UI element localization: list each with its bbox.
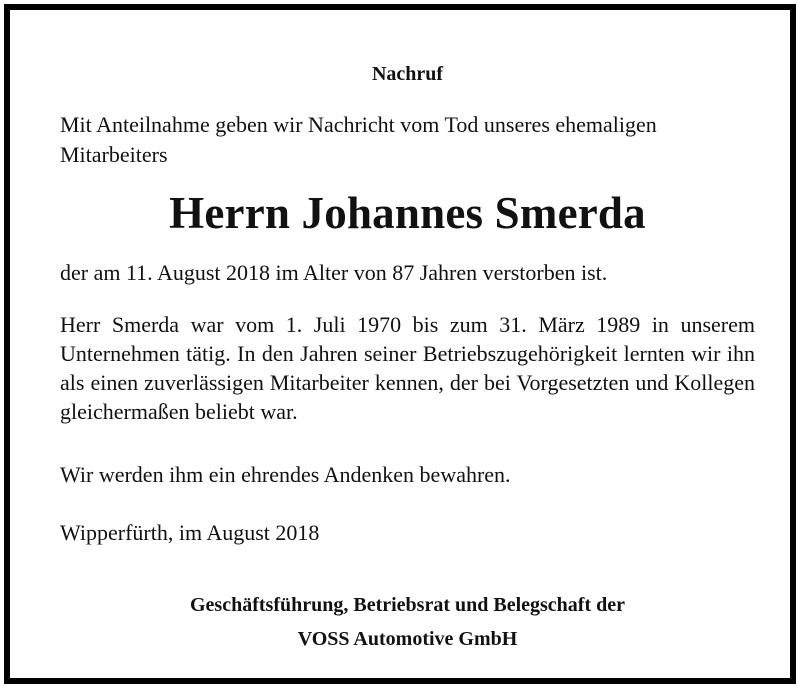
deceased-name: Herrn Johannes Smerda (169, 188, 646, 238)
intro-text: Mit Anteilnahme geben wir Nachricht vom Tod unseres ehemaligen Mitarbeiters (60, 112, 657, 167)
biography-text: Herr Smerda war vom 1. Juli 1970 bis zum 31. März 1989 in unserem Unternehmen tätig. In den Jahren seiner Betriebszugehörigkeit lernten wir ihn als einen zuverlässigen Mitarbeiter kennen, der bei Vorgesetzten und Kollegen gleichermaßen beliebt war. (60, 312, 755, 424)
signature-block (60, 588, 755, 656)
death-details: der am 11. August 2018 im Alter von 87 Jahren verstorben ist. (60, 260, 608, 285)
farewell-text: Wir werden ihm ein ehrendes Andenken bewahren. (60, 462, 511, 487)
signature-line-2: VOSS Automotive GmbH (297, 628, 518, 650)
notice-heading: Nachruf (371, 63, 444, 85)
signature-line-1: Geschäftsführung, Betriebsrat und Belegschaft der (190, 594, 625, 616)
notice-border (4, 4, 796, 684)
place-date: Wipperfürth, im August 2018 (60, 520, 320, 545)
